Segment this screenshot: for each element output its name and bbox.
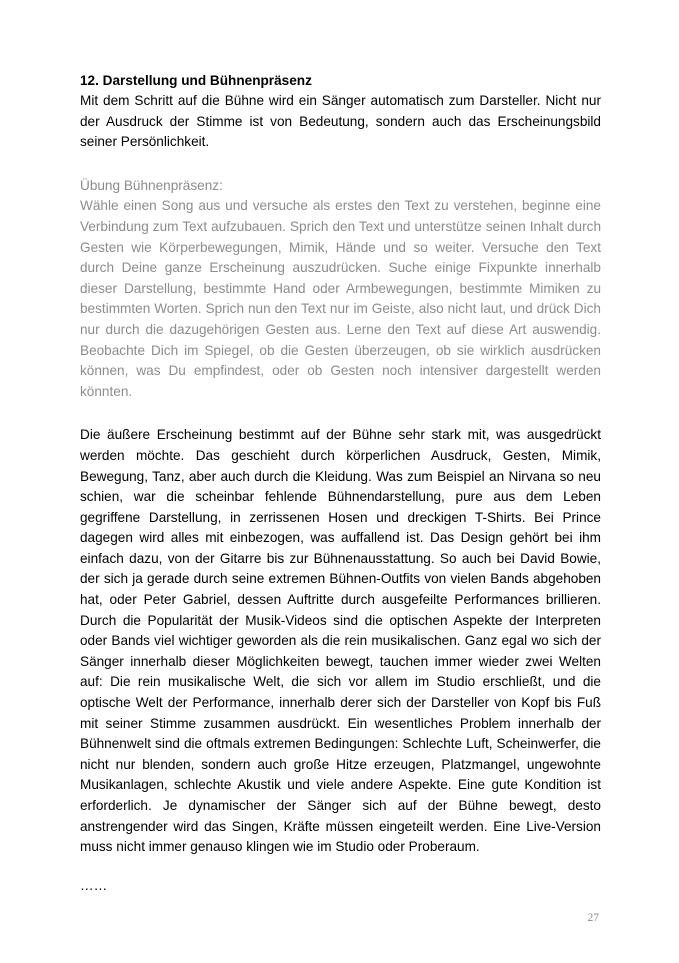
continuation-ellipsis: …… xyxy=(80,877,108,893)
section-heading: 12. Darstellung und Bühnenpräsenz xyxy=(80,73,312,88)
exercise-paragraph: Wähle einen Song aus und versuche als erstes den Text zu verstehen, beginne eine Verbindung zum Text aufzubauen. Sprich den Text und unterstütze seinen Inhalt durch Gesten wie Körperbewegungen, Mimik, Hände und so weiter. Versuche den Text durch Deine ganze Erscheinung auszudrücken. Suche einige Fixpunkte innerhalb dieser Darstellung, bestimmte Hand oder Armbewegungen, bestimmte Mimiken zu bestimmten Worten. Sprich nun den Text nur im Geiste, also nicht laut, und drück Dich nur durch die dazugehörigen Gesten aus. Lerne den Text auf diese Art auswendig. Beobachte Dich im Spiegel, ob die Gesten überzeugen, ob sie wirklich ausdrücken können, was Du empfindest, oder ob Gesten noch intensiver dargestellt werden könnten. xyxy=(80,198,601,399)
exercise-title: Übung Bühnenpräsenz: xyxy=(80,177,223,193)
main-paragraph: Die äußere Erscheinung bestimmt auf der Bühne sehr stark mit, was ausgedrückt werden möchte. Das geschieht durch körperlichen Ausdruck, Gesten, Mimik, Bewegung, Tanz, aber auch durch die Kleidung. Was zum Beispiel an Nirvana so neu schien, war die scheinbar fehlende Bühnendarstellung, pure aus dem Leben gegriffene Darstellung, in zerrissenen Hosen und dreckigen T-Shirts. Bei Prince dagegen wird alles mit einbezogen, was auffallend ist. Das Design gehört bei ihm einfach dazu, von der Gitarre bis zur Bühnenausstattung. So auch bei David Bowie, der sich ja gerade durch seine extremen Bühnen-Outfits von vielen Bands abgehoben hat, oder Peter Gabriel, dessen Auftritte durch ausgefeilte Performances brillieren. Durch die Popularität der Musik-Videos sind die optischen Aspekte der Interpreten oder Bands viel wichtiger geworden als die rein musikalischen. Ganz egal wo sich der Sänger innerhalb dieser Möglichkeiten bewegt, tauchen immer wieder zwei Welten auf: Die rein musikalische Welt, die sich vor allem im Studio erschließt, und die optische Welt der Performance, innerhalb derer sich der Darsteller von Kopf bis Fuß mit seiner Stimme zusammen ausdrückt. Ein wesentliches Problem innerhalb der Bühnenwelt sind die oftmals extremen Bedingungen: Schlechte Luft, Scheinwerfer, die nicht nur blenden, sondern auch große Hitze erzeugen, Platzmangel, ungewohnte Musikanlagen, schlechte Akustik und viele andere Aspekte. Eine gute Kondition ist erforderlich. Je dynamischer der Sänger sich auf der Bühne bewegt, desto anstrengender wird das Singen, Kräfte müssen eingeteilt werden. Eine Live-Version muss nicht immer genauso klingen wie im Studio oder Proberaum. xyxy=(80,427,601,855)
page-number: 27 xyxy=(587,912,599,924)
page-content xyxy=(80,70,601,896)
exercise-block xyxy=(80,176,601,403)
intro-paragraph: Mit dem Schritt auf die Bühne wird ein Sänger automatisch zum Darsteller. Nicht nur der Ausdruck der Stimme ist von Bedeutung, sondern auch das Erscheinungsbild seiner Persönlichkeit. xyxy=(80,93,601,150)
